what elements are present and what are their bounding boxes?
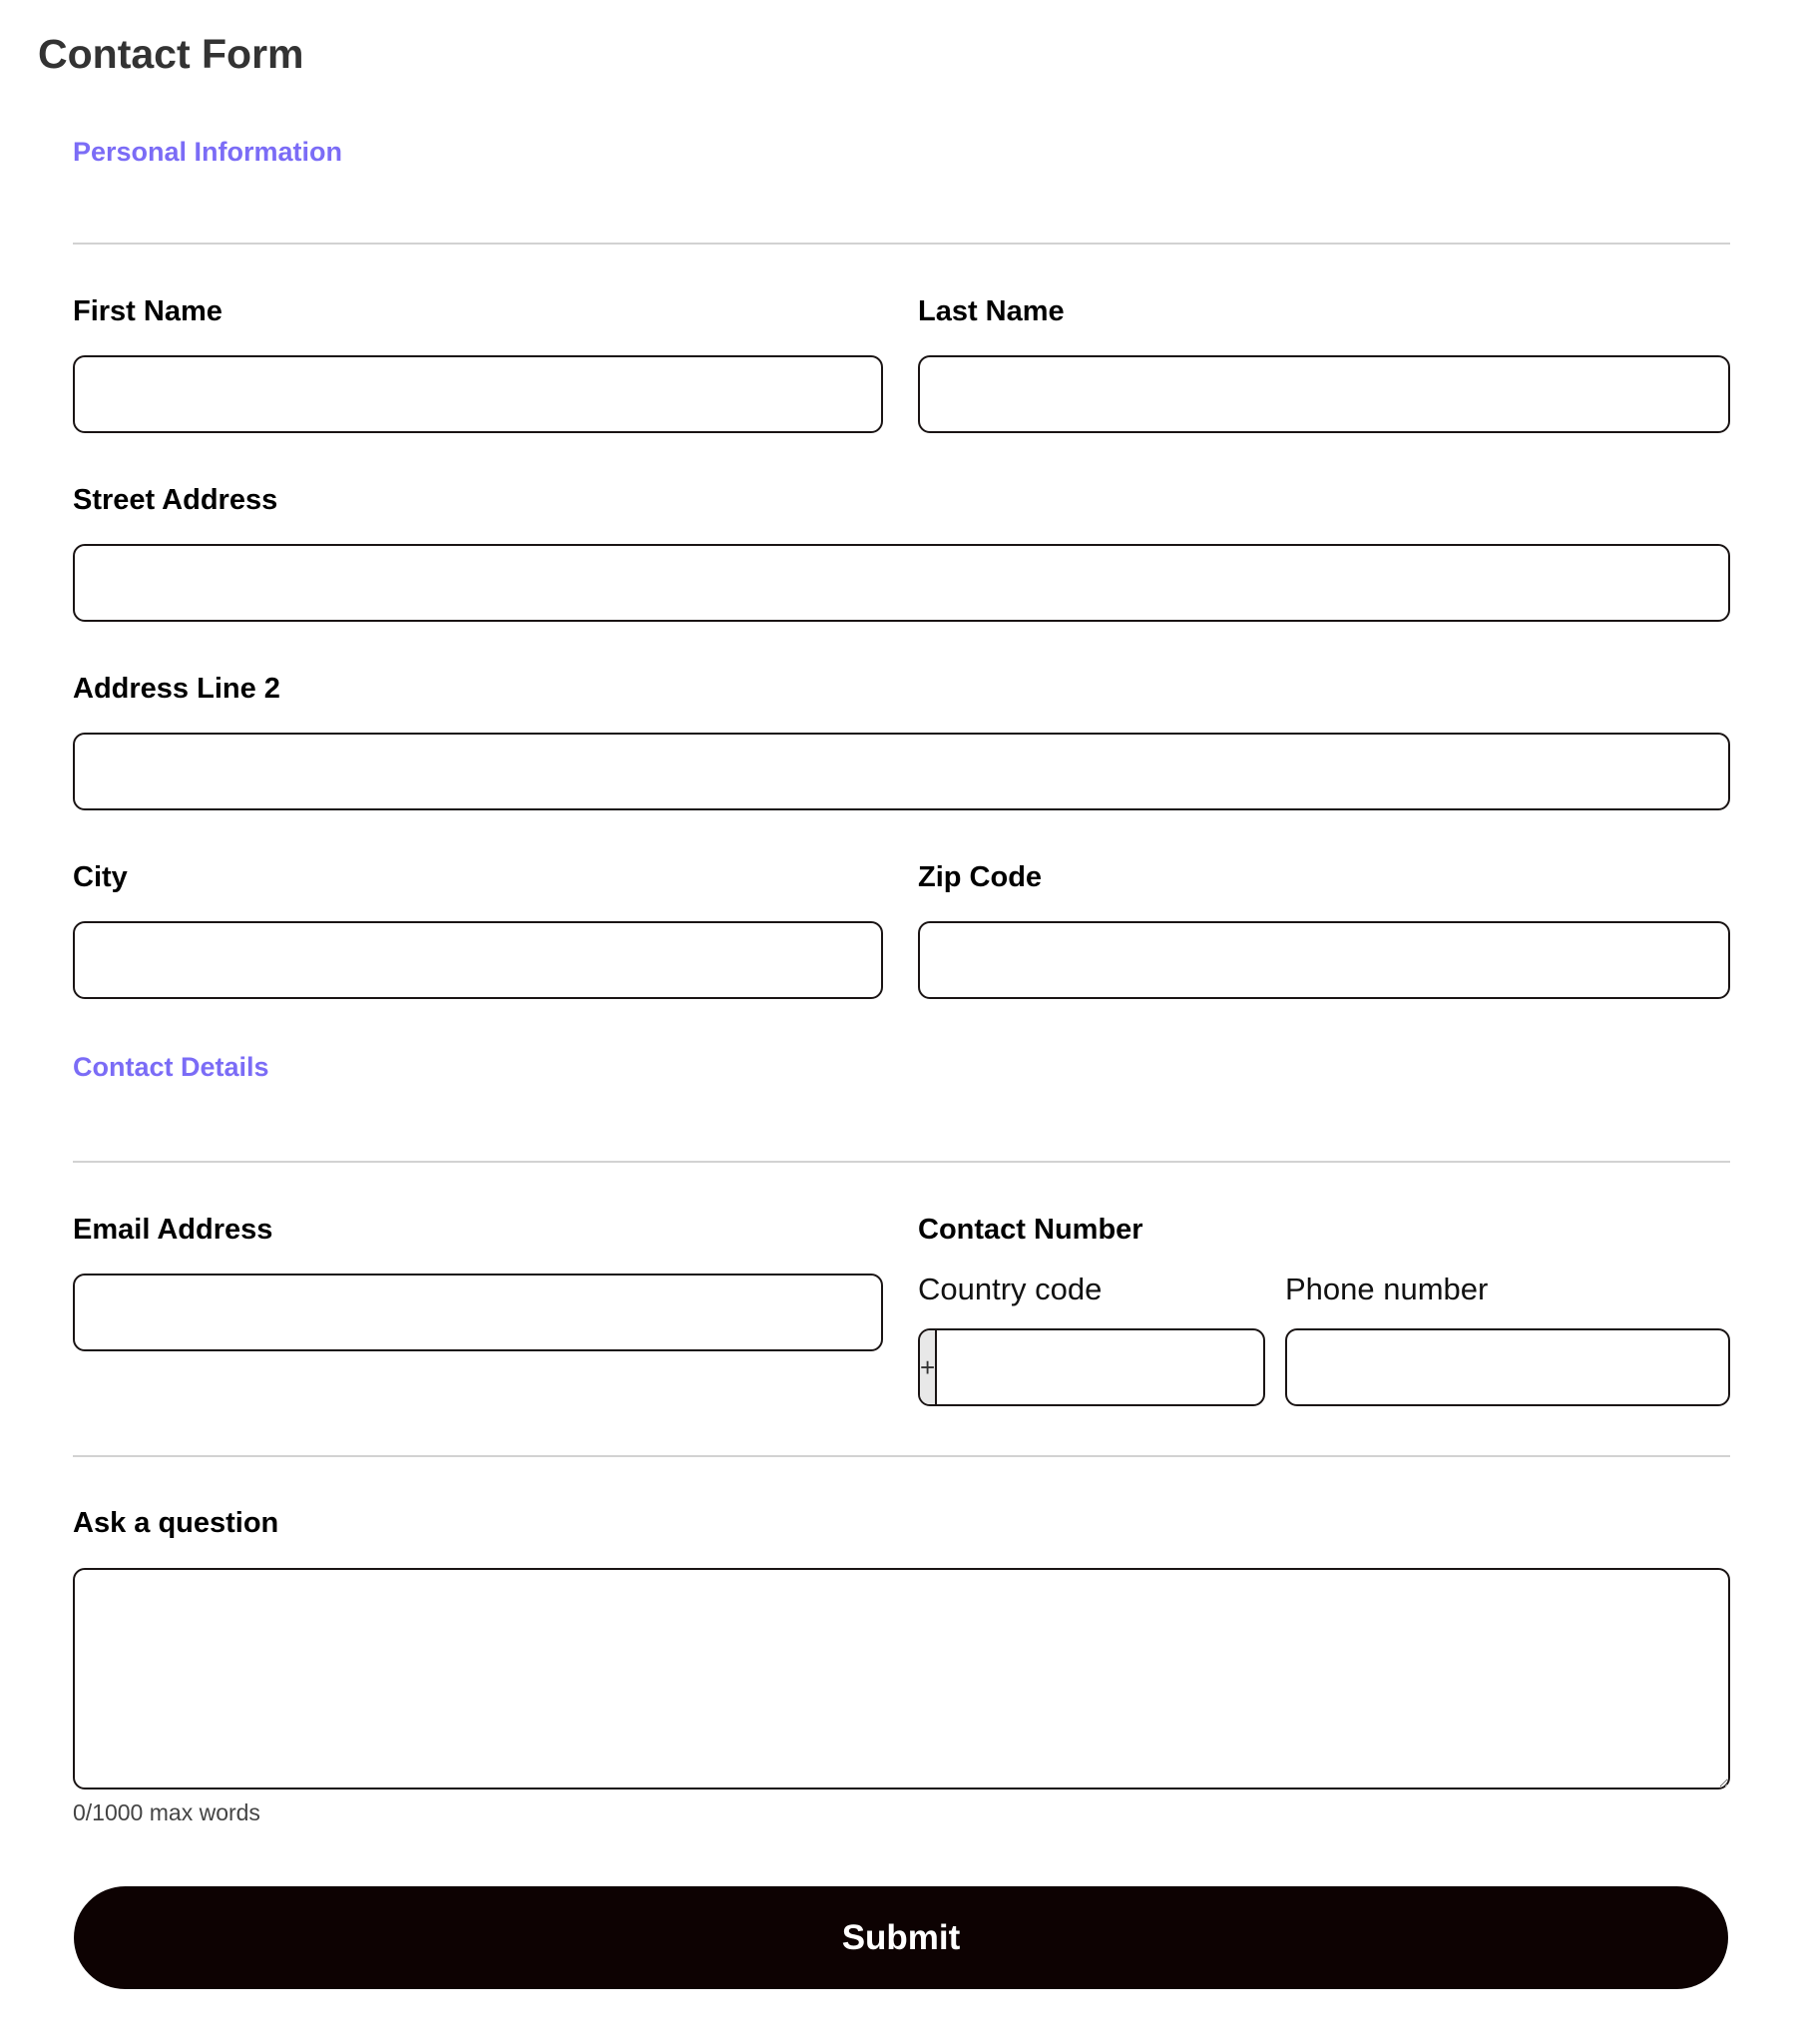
contact-number-label: Contact Number: [918, 1214, 1143, 1246]
last-name-input[interactable]: [918, 355, 1730, 433]
divider: [73, 243, 1730, 245]
first-name-input[interactable]: [73, 355, 883, 433]
address-line-2-input[interactable]: [73, 733, 1730, 810]
section-heading-contact: Contact Details: [73, 1052, 269, 1082]
phone-number-label: Phone number: [1285, 1272, 1489, 1306]
first-name-label: First Name: [73, 295, 223, 327]
street-address-label: Street Address: [73, 484, 278, 516]
last-name-label: Last Name: [918, 295, 1065, 327]
divider: [73, 1161, 1730, 1163]
email-label: Email Address: [73, 1214, 273, 1246]
email-input[interactable]: [73, 1274, 883, 1351]
city-label: City: [73, 861, 128, 893]
section-heading-personal: Personal Information: [73, 137, 343, 167]
submit-button[interactable]: Submit: [74, 1886, 1728, 1989]
country-code-field: [918, 1328, 1265, 1406]
street-address-input[interactable]: [73, 544, 1730, 622]
divider: [73, 1455, 1730, 1457]
country-code-label: Country code: [918, 1272, 1103, 1306]
word-count: 0/1000 max words: [73, 1799, 260, 1825]
zip-code-label: Zip Code: [918, 861, 1043, 893]
phone-number-input[interactable]: [1285, 1328, 1730, 1406]
zip-code-input[interactable]: [918, 921, 1730, 999]
plus-prefix: +: [920, 1330, 937, 1404]
question-label: Ask a question: [73, 1507, 279, 1539]
question-textarea[interactable]: [73, 1568, 1730, 1789]
country-code-input[interactable]: [937, 1330, 1265, 1404]
city-input[interactable]: [73, 921, 883, 999]
address-line-2-label: Address Line 2: [73, 673, 280, 705]
page-title: Contact Form: [38, 31, 304, 77]
